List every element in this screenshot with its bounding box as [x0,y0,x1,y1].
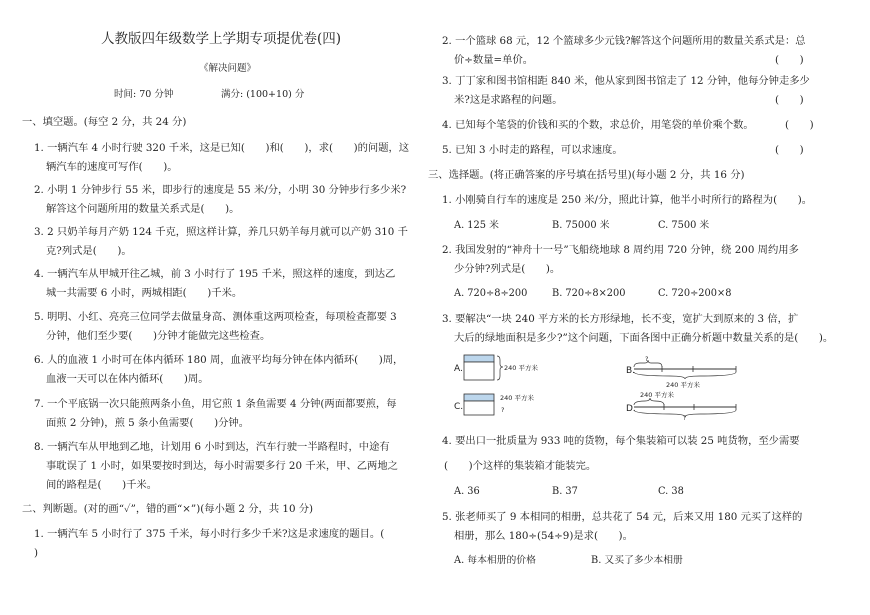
s1-q4-line2: 城一共需要 6 小时，两城相距( )千米。 [46,287,243,299]
s1-q6-line1: 6. 人的血液 1 小时可在体内循环 180 周，血液平均每分钟在体内循环( )周， [34,354,404,366]
diagram-b-top-brace [634,360,662,367]
s2-q2-line2: 价÷数量=单价。 [454,54,534,66]
s3-q3-line2: 大后的绿地面积是多少?”这个问题，下面各图中正确分析题中数量关系的是( )。 [454,332,834,344]
s2-q5-line1: 5. 已知 3 小时走的路程，可以求速度。 [442,144,623,156]
s3-q1-option-c: C. 7500 米 [658,220,710,231]
s3-q3-diagrams [440,350,840,420]
s1-q1-line1: 1. 一辆汽车 4 小时行驶 320 千米，这是已知( )和( )，求( )的问题，这 [34,142,410,154]
s1-q3-line2: 克?列式是( )。 [46,245,132,257]
s1-q6-line2: 血液一天可以在体内循环( )周。 [46,373,209,385]
diagram-c-rect [464,401,494,415]
diagram-c-label: C. [454,402,464,412]
s3-q4-option-a: A. 36 [454,486,480,497]
s2-q1-bracket: ) [34,547,39,559]
s3-q2-line2: 少分钟?列式是( )。 [454,263,561,275]
diagram-d-label: D. [626,404,636,414]
s2-q1-line1: 1. 一辆汽车 5 小时行了 375 千米，每小时行多少千米?这是求速度的题目。( [34,528,385,540]
diagram-b-label: B. [626,366,636,376]
s3-q2-option-b: B. 720÷8×200 [552,288,626,299]
diagram-a-label: A. [454,364,463,374]
s3-q5-option-b: B. 又买了多少本相册 [591,555,683,566]
s2-q3-line1: 3. 丁丁家和图书馆相距 840 米，他从家到图书馆走了 12 分钟，他每分钟走多少 [442,75,810,87]
s2-q5-bracket: ( ) [775,144,804,156]
full-score: 满分: (100+10) 分 [221,89,305,100]
page-title: 人教版四年级数学上学期专项提优卷(四) [101,31,342,47]
s2-q4-bracket: ( ) [785,119,814,131]
diagram-c-area: 240 平方米 [500,394,534,402]
section1-heading: 一、填空题。(每空 2 分，共 24 分) [22,116,187,128]
s1-q3-line1: 3. 2 只奶羊每月产奶 124 千克，照这样计算，养几只奶羊每月就可以产奶 310 千 [34,226,408,238]
diagram-a-brace [497,356,503,380]
s1-q8-line1: 8. 一辆汽车从甲地到乙地，计划用 6 小时到达，汽车行驶一半路程时，中途有 [34,441,390,453]
s3-q5-line2: 相册，那么 180÷(54÷9)是求( )。 [454,530,633,542]
s1-q7-line1: 7. 一个平底锅一次只能煎两条小鱼，用它煎 1 条鱼需要 4 分钟(两面都要煎，每 [34,398,397,410]
diagram-a-top-strip [464,355,494,362]
s3-q4-option-c: C. 38 [658,486,684,497]
s3-q1-option-b: B. 75000 米 [552,220,610,231]
s1-q5-line1: 5. 明明、小红、亮亮三位同学去做量身高、测体重这两项检查，每项检查都要 3 [34,311,397,323]
diagram-a-area: 240 平方米 [504,364,538,372]
diagram-a-rect [464,362,494,380]
s3-q5-line1: 5. 张老师买了 9 本相同的相册，总共花了 54 元，后来又用 180 元买了这样的 [442,511,803,523]
s3-q4-line2: ( )个这样的集装箱才能装完。 [444,460,597,472]
s1-q8-line3: 间的路程是( )千米。 [46,479,158,491]
s3-q4-line1: 4. 要出口一批质量为 933 吨的货物，每个集装箱可以装 25 吨货物，至少需要 [442,435,800,447]
s1-q4-line1: 4. 一辆汽车从甲城开往乙城，前 3 小时行了 195 千米，照这样的速度，到达乙 [34,268,396,280]
section2-heading: 二、判断题。(对的画“✓”，错的画“×”)(每小题 2 分，共 10 分) [22,503,314,515]
diagram-b-area: 240 平方米 [666,381,700,389]
diagram-d-question: ? [683,415,687,420]
diagram-b-bottom-brace [634,372,736,379]
s2-q3-line2: 米?这是求路程的问题。 [454,94,563,106]
s1-q7-line2: 面煎 2 分钟)，煎 5 条小鱼需要( )分钟。 [46,417,249,429]
diagram-c-question: ? [501,406,505,414]
s3-q3-line1: 3. 要解决“一块 240 平方米的长方形绿地，长不变，宽扩大到原来的 3 倍，扩 [442,313,799,325]
s3-q1-text: 1. 小刚骑自行车的速度是 250 米/分，照此计算，他半小时所行的路程为( )。 [442,194,813,206]
s1-q2-line1: 2. 小明 1 分钟步行 55 米，即步行的速度是 55 米/分，小明 30 分钟步行多少米? [34,184,407,196]
s2-q4-line1: 4. 已知每个笔袋的价钱和买的个数，求总价，用笔袋的单价乘个数。 [442,119,754,131]
s2-q2-line1: 2. 一个篮球 68 元，12 个篮球多少元钱?解答这个问题所用的数量关系式是：总 [442,35,806,47]
diagram-c-top-strip [464,394,494,401]
page-subtitle: 《解决问题》 [199,63,257,74]
s1-q8-line2: 事耽误了 1 小时，如果要按时到达，每小时需要多行 20 千米，甲、乙两地之 [46,460,398,472]
section3-heading: 三、选择题。(将正确答案的序号填在括号里)(每小题 2 分，共 16 分) [428,169,745,181]
s2-q2-bracket: ( ) [775,54,804,66]
s3-q2-option-a: A. 720÷8÷200 [454,288,528,299]
s3-q2-option-c: C. 720÷200×8 [658,288,732,299]
s3-q1-option-a: A. 125 米 [454,220,499,231]
diagram-d-area: 240 平方米 [640,391,674,399]
s1-q5-line2: 分钟，他们至少要( )分钟才能做完这些检查。 [46,330,271,342]
s1-q1-line2: 辆汽车的速度可写作( )。 [46,161,178,173]
diagram-b-question: ? [645,355,649,363]
diagram-d-top-brace [634,398,664,405]
s2-q3-bracket: ( ) [775,94,804,106]
time-limit: 时间: 70 分钟 [114,89,174,100]
s3-q5-option-a: A. 每本相册的价格 [454,555,536,566]
s1-q2-line2: 解答这个问题所用的数量关系式是( )。 [46,203,240,215]
s3-q4-option-b: B. 37 [552,486,578,497]
s3-q2-line1: 2. 我国发射的“神舟十一号”飞船绕地球 8 周约用 720 分钟，绕 200 周约用多 [442,244,799,256]
